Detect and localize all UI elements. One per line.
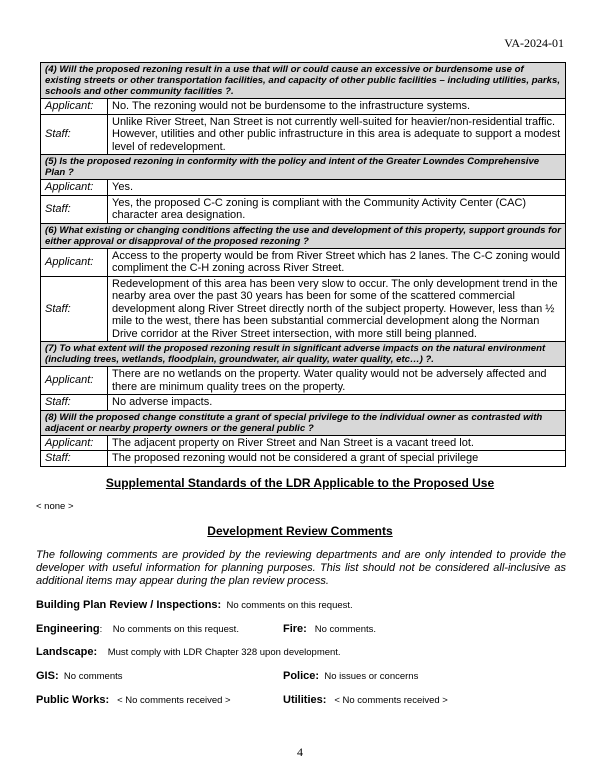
applicant-row — [41, 180, 566, 196]
applicant-row — [41, 435, 566, 451]
fire-label: Fire: — [283, 623, 307, 635]
applicant-label: Applicant: — [41, 367, 108, 395]
document-id: VA-2024-01 — [504, 36, 564, 50]
applicant-label: Applicant: — [41, 99, 108, 115]
applicant-label: Applicant: — [41, 180, 108, 196]
engineering-label: Engineering — [36, 623, 100, 635]
supplemental-standards-body: < none > — [36, 501, 74, 512]
applicant-response: Access to the property would be from River Street which has 2 lanes. The C-C zoning would compliment the C-H zoning across River Street. — [108, 248, 566, 276]
development-review-title: Development Review Comments — [207, 524, 393, 538]
staff-label: Staff: — [41, 276, 108, 342]
review-intro-paragraph: The following comments are provided by the reviewing departments and are only intended to provide the developer with useful information for planning purposes. This list should not be considered all-inclusive as additional items may appear during the plan review process. — [36, 549, 566, 587]
applicant-row — [41, 248, 566, 276]
criteria-table — [40, 62, 566, 467]
question-row — [41, 410, 566, 435]
gis-label: GIS: — [36, 670, 59, 682]
applicant-response: There are no wetlands on the property. Water quality would not be adversely affected and there are minimum quality trees on the property. — [108, 367, 566, 395]
public-works-comment — [36, 694, 231, 706]
applicant-row — [41, 367, 566, 395]
question-7: (7) To what extent will the proposed rezoning result in significant adverse impacts on the natural environment (including trees, wetlands, floodplain, groundwater, air quality, water quality, etc…) ?. — [41, 342, 566, 367]
staff-label: Staff: — [41, 451, 108, 467]
landscape-comment — [36, 646, 341, 658]
staff-response: Redevelopment of this area has been very slow to occur. The only development trend in the nearby area over the past 30 years has been for some of the scattered commercial development along River Street directly north of the subject property. However, less than ½ mile to the west, there has been substantial commercial development along the Norman Drive corridor at the River Street intersection, with more still being planned. — [108, 276, 566, 342]
public-works-label: Public Works: — [36, 694, 110, 706]
page-number: 4 — [297, 745, 303, 759]
question-5: (5) Is the proposed rezoning in conformity with the policy and intent of the Greater Lowndes Comprehensive Plan ? — [41, 155, 566, 180]
staff-response: Yes, the proposed C-C zoning is compliant with the Community Activity Center (CAC) character area designation. — [108, 195, 566, 223]
applicant-response: No. The rezoning would not be burdensome to the infrastructure systems. — [108, 99, 566, 115]
landscape-label: Landscape: — [36, 646, 98, 658]
building-review-text: No comments on this request. — [226, 600, 353, 611]
applicant-row — [41, 99, 566, 115]
building-review-label: Building Plan Review / Inspections: — [36, 599, 222, 611]
supplemental-standards-title: Supplemental Standards of the LDR Applicable to the Proposed Use — [105, 476, 495, 490]
building-review-comment — [36, 599, 353, 611]
staff-response: The proposed rezoning would not be considered a grant of special privilege — [108, 451, 566, 467]
fire-text: No comments. — [314, 624, 377, 635]
staff-row — [41, 451, 566, 467]
staff-response: No adverse impacts. — [108, 395, 566, 411]
police-comment — [283, 670, 418, 682]
staff-row — [41, 395, 566, 411]
staff-row — [41, 276, 566, 342]
staff-response: Unlike River Street, Nan Street is not currently well-suited for heavier/non-residential traffic. However, utilities and other public infrastructure in this area is adequate to support a modest level of redevelopment. — [108, 114, 566, 155]
staff-label: Staff: — [41, 395, 108, 411]
staff-row — [41, 114, 566, 155]
engineering-text: No comments on this request. — [112, 624, 239, 635]
engineering-comment: Engineering: No comments on this request. — [36, 623, 239, 635]
utilities-label: Utilities: — [283, 694, 327, 706]
question-row — [41, 342, 566, 367]
applicant-label: Applicant: — [41, 248, 108, 276]
gis-comment — [36, 670, 123, 682]
staff-label: Staff: — [41, 195, 108, 223]
utilities-comment — [283, 694, 448, 706]
question-row — [41, 155, 566, 180]
public-works-text: < No comments received > — [117, 695, 231, 706]
landscape-text: Must comply with LDR Chapter 328 upon development. — [107, 647, 341, 658]
applicant-response: Yes. — [108, 180, 566, 196]
police-label: Police: — [283, 670, 320, 682]
fire-comment — [283, 623, 376, 635]
question-row — [41, 223, 566, 248]
police-text: No issues or concerns — [324, 671, 419, 682]
question-row — [41, 63, 566, 99]
question-8: (8) Will the proposed change constitute a grant of special privilege to the individual owner as contrasted with adjacent or nearby property owners or the general public ? — [41, 410, 566, 435]
applicant-label: Applicant: — [41, 435, 108, 451]
applicant-response: The adjacent property on River Street and Nan Street is a vacant treed lot. — [108, 435, 566, 451]
question-6: (6) What existing or changing conditions affecting the use and development of this property, support grounds for either approval or disapproval of the proposed rezoning ? — [41, 223, 566, 248]
gis-text: No comments — [63, 671, 123, 682]
question-4: (4) Will the proposed rezoning result in a use that will or could cause an excessive or burdensome use of existing streets or other transportation facilities, and capacity of other public facilities – including utilities, parks, schools and other community facilities ?. — [41, 63, 566, 99]
staff-row — [41, 195, 566, 223]
staff-label: Staff: — [41, 114, 108, 155]
utilities-text: < No comments received > — [334, 695, 448, 706]
